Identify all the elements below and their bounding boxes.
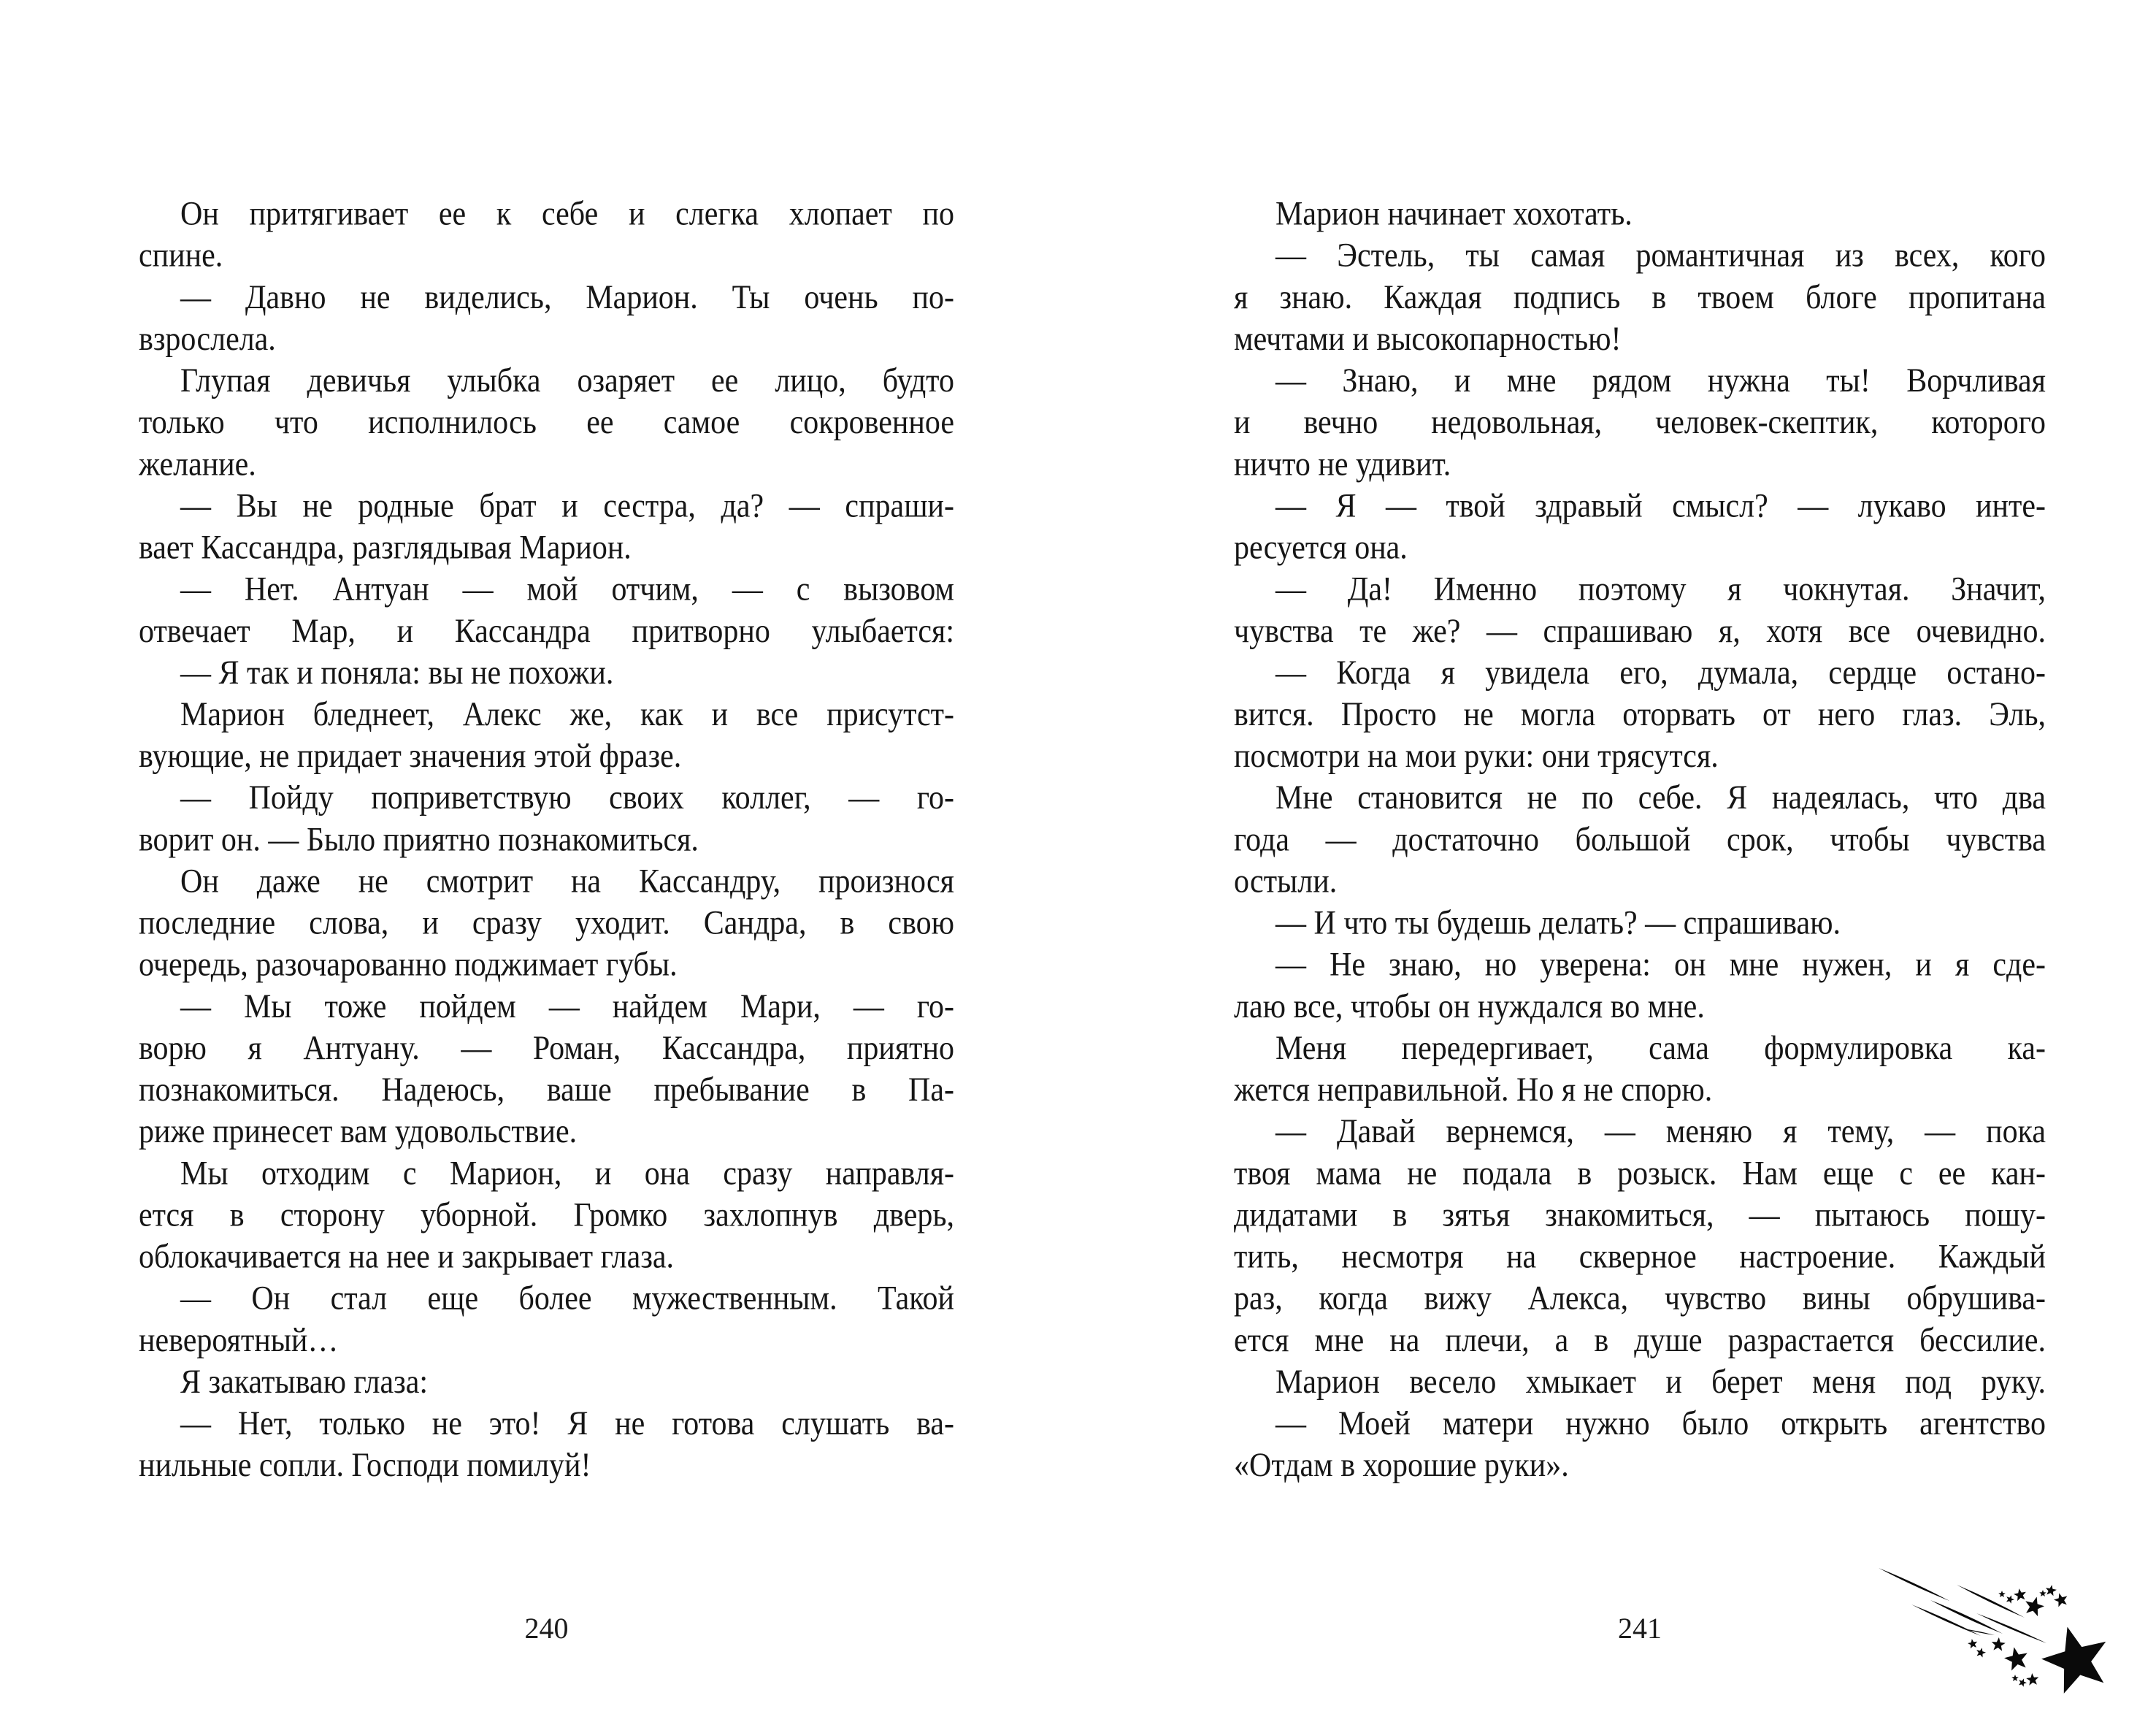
text-line: Марион бледнеет, Алекс же, как и все присутст- bbox=[180, 695, 954, 734]
text-line: Глупая девичья улыбка озаряет ее лицо, будто bbox=[180, 362, 954, 400]
text-line: Он притягивает ее к себе и слегка хлопает по bbox=[180, 195, 954, 233]
text-line: лаю все, чтобы он нуждался во мне. bbox=[1234, 987, 1705, 1026]
text-line: и вечно недовольная, человек-скептик, которого bbox=[1234, 403, 2046, 442]
text-line: Мы отходим с Марион, и она сразу направля- bbox=[180, 1155, 954, 1193]
text-line: жется неправильной. Но я не спорю. bbox=[1234, 1071, 1713, 1109]
text-line: вующие, не придает значения этой фразе. bbox=[139, 737, 682, 776]
right-page-text bbox=[1234, 194, 2046, 1487]
text-line: — Я — твой здравый смысл? — лукаво инте- bbox=[1275, 487, 2046, 525]
text-line: отвечает Мар, и Кассандра притворно улыбается: bbox=[139, 612, 954, 650]
text-line: — Да! Именно поэтому я чокнутая. Значит, bbox=[1275, 570, 2046, 608]
text-line: Он даже не смотрит на Кассандру, произнося bbox=[180, 862, 954, 900]
text-line: только что исполнилось ее самое сокровенное bbox=[139, 403, 954, 442]
text-line: ничто не удивит. bbox=[1234, 445, 1451, 483]
text-line: твоя мама не подала в розыск. Нам еще с ее кан- bbox=[1234, 1155, 2046, 1193]
text-line: риже принесет вам удовольствие. bbox=[139, 1112, 578, 1151]
text-line: чувства те же? — спрашиваю я, хотя все очевидно. bbox=[1234, 612, 2046, 650]
text-line: Я закатываю глаза: bbox=[180, 1363, 429, 1401]
text-line: — Когда я увидела его, думала, сердце остано- bbox=[1275, 654, 2046, 692]
text-line: очередь, разочарованно поджимает губы. bbox=[139, 946, 678, 984]
text-line: раз, когда вижу Алекса, чувство вины обрушива- bbox=[1234, 1280, 2046, 1317]
text-line: желание. bbox=[139, 445, 256, 483]
text-line: — Нет, только не это! Я не готова слушать ва- bbox=[180, 1404, 954, 1443]
text-line: остыли. bbox=[1234, 862, 1338, 900]
text-line: облокачивается на нее и закрывает глаза. bbox=[139, 1238, 675, 1276]
text-line: вится. Просто не могла оторвать от него глаз. Эль, bbox=[1234, 695, 2046, 734]
text-line: — Вы не родные брат и сестра, да? — спраши- bbox=[180, 487, 954, 525]
text-line: — Пойду поприветствую своих коллег, — го- bbox=[180, 779, 954, 817]
text-line: последние слова, и сразу уходит. Сандра, в свою bbox=[139, 904, 954, 942]
text-line: тить, несмотря на скверное настроение. Каждый bbox=[1234, 1238, 2046, 1276]
text-line: ворит он. — Было приятно познакомиться. bbox=[139, 821, 699, 859]
text-line: — Не знаю, но уверена: он мне нужен, и я сде- bbox=[1275, 946, 2046, 984]
text-line: — Нет. Антуан — мой отчим, — с вызовом bbox=[180, 570, 954, 608]
text-line: ется в сторону уборной. Громко захлопнув дверь, bbox=[139, 1196, 954, 1234]
text-line: «Отдам в хорошие руки». bbox=[1234, 1446, 1569, 1485]
text-line: — Он стал еще более мужественным. Такой bbox=[180, 1280, 954, 1317]
text-line: года — достаточно большой срок, чтобы чувства bbox=[1234, 821, 2046, 859]
text-line: — Давно не виделись, Марион. Ты очень по- bbox=[180, 278, 954, 316]
text-line: ется мне на плечи, а в душе разрастается бессилие. bbox=[1234, 1321, 2046, 1359]
right-page-number: 241 bbox=[1618, 1612, 1662, 1645]
text-line: нильные сопли. Господи помилуй! bbox=[139, 1446, 591, 1485]
text-line: — Моей матери нужно было открыть агентство bbox=[1275, 1404, 2046, 1443]
left-page-number: 240 bbox=[524, 1612, 569, 1645]
text-line: Меня передергивает, сама формулировка ка- bbox=[1275, 1029, 2046, 1068]
text-line: ворю я Антуану. — Роман, Кассандра, приятно bbox=[139, 1029, 954, 1068]
text-line: познакомиться. Надеюсь, ваше пребывание в Па- bbox=[139, 1071, 954, 1109]
text-line: — Мы тоже пойдем — найдем Мари, — го- bbox=[180, 987, 954, 1026]
text-line: взрослела. bbox=[139, 320, 276, 359]
text-line: дидатами в зятья знакомиться, — пытаюсь пошу- bbox=[1234, 1196, 2046, 1234]
text-line: ресуется она. bbox=[1234, 529, 1408, 567]
text-line: я знаю. Каждая подпись в твоем блоге пропитана bbox=[1234, 278, 2046, 316]
text-line: спине. bbox=[139, 237, 223, 275]
text-line: — И что ты будешь делать? — спрашиваю. bbox=[1275, 904, 1841, 942]
shooting-stars-decoration bbox=[1854, 1548, 2156, 1725]
text-line: посмотри на мои руки: они трясутся. bbox=[1234, 737, 1719, 776]
text-line: — Эстель, ты самая романтичная из всех, кого bbox=[1275, 237, 2046, 275]
text-line: мечтами и высокопарностью! bbox=[1234, 320, 1622, 359]
text-line: Мне становится не по себе. Я надеялась, что два bbox=[1275, 779, 2046, 817]
text-line: — Знаю, и мне рядом нужна ты! Ворчливая bbox=[1275, 362, 2046, 400]
left-page-text bbox=[139, 194, 954, 1487]
text-line: Марион весело хмыкает и берет меня под руку. bbox=[1275, 1363, 2046, 1401]
text-line: — Давай вернемся, — меняю я тему, — пока bbox=[1275, 1112, 2046, 1151]
text-line: Марион начинает хохотать. bbox=[1275, 195, 1633, 233]
text-line: — Я так и поняла: вы не похожи. bbox=[180, 654, 614, 692]
text-line: вает Кассандра, разглядывая Марион. bbox=[139, 529, 632, 567]
text-line: невероятный… bbox=[139, 1321, 339, 1359]
